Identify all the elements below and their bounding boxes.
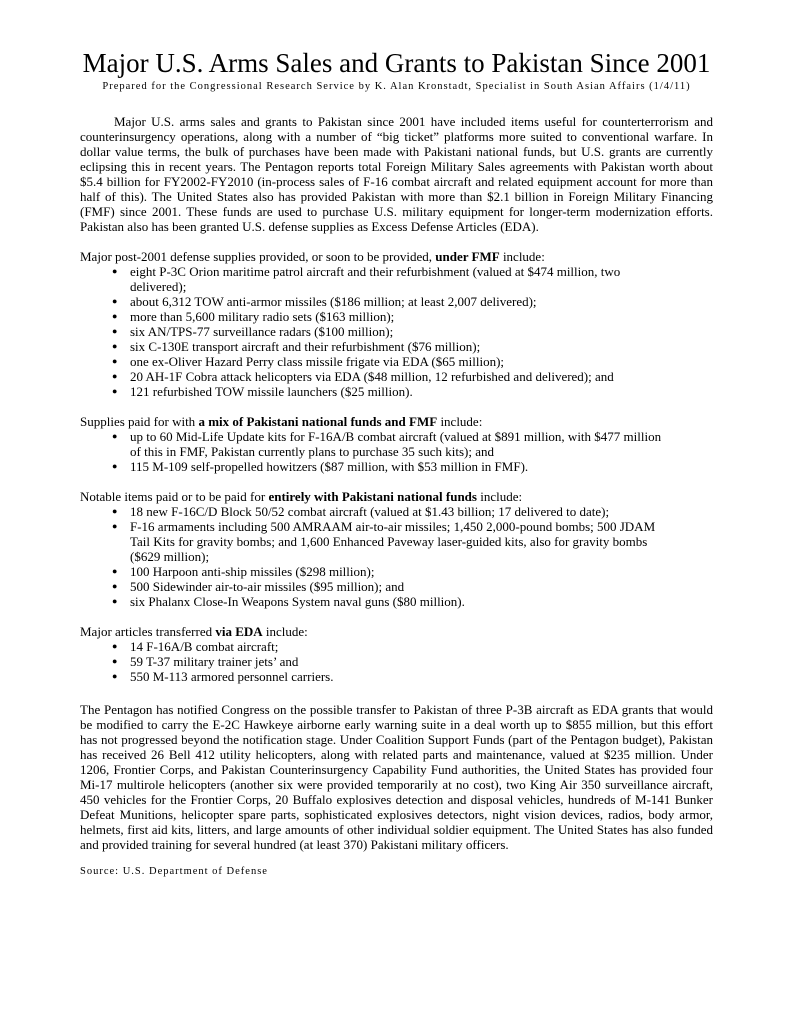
bullet-list bbox=[80, 639, 713, 684]
list-item: ● 59 T-37 military trainer jets’ and bbox=[112, 654, 299, 669]
list-item: ● six AN/TPS-77 surveillance radars ($100 million); bbox=[112, 324, 394, 339]
bullet-icon: ● bbox=[112, 566, 118, 576]
bullet-icon: ● bbox=[112, 341, 118, 351]
list-item: ● eight P-3C Orion maritime patrol aircraft and their refurbishment (valued at $474 million, two delivered); bbox=[112, 264, 621, 294]
bullet-icon: ● bbox=[112, 326, 118, 336]
list-item: ● 500 Sidewinder air-to-air missiles ($95 million); and bbox=[112, 579, 405, 594]
list-item: ● one ex-Oliver Hazard Perry class missile frigate via EDA ($65 million); bbox=[112, 354, 505, 369]
bullet-icon: ● bbox=[112, 461, 118, 471]
section-heading: Major post-2001 defense supplies provided, or soon to be provided, under FMF include: bbox=[80, 249, 545, 264]
document-page bbox=[80, 48, 713, 877]
bullet-icon: ● bbox=[112, 506, 118, 516]
list-item: ● six C-130E transport aircraft and their refurbishment ($76 million); bbox=[112, 339, 481, 354]
closing-paragraph: The Pentagon has notified Congress on the possible transfer to Pakistan of three P-3B aircraft as EDA grants that would be modified to carry the E-2C Hawkeye airborne early warning suite in a deal worth up to $855 million, but this effort has not progressed beyond the notification stage. Under Coalition Support Funds (part of the Pentagon budget), Pakistan has received 26 Bell 412 utility helicopters, along with related parts and maintenance, valued at $235 million. Under 1206, Frontier Corps, and Pakistan Counterinsurgency Capability Fund authorities, the United States has provided four Mi-17 multirole helicopters (another six were provided temporarily at no cost), two King Air 350 surveillance aircraft, 450 vehicles for the Frontier Corps, 20 Buffalo explosives detection and disposal vehicles, hundreds of M-141 Bunker Defeat Munitions, helicopter spare parts, sophisticated explosives detectors, night vision devices, radios, body armor, helmets, first aid kits, litters, and large amounts of other individual soldier equipment. The United States has also funded and provided training for several hundred (at least 370) Pakistani military officers. bbox=[80, 702, 713, 852]
bullet-icon: ● bbox=[112, 641, 118, 651]
bullet-icon: ● bbox=[112, 521, 118, 531]
section-heading: Major articles transferred via EDA include: bbox=[80, 624, 308, 639]
list-item: ● six Phalanx Close-In Weapons System naval guns ($80 million). bbox=[112, 594, 465, 609]
section-national-funds bbox=[80, 489, 713, 609]
section-under-fmf bbox=[80, 249, 713, 399]
bullet-icon: ● bbox=[112, 656, 118, 666]
list-item: ● 550 M-113 armored personnel carriers. bbox=[112, 669, 334, 684]
list-item: ● 121 refurbished TOW missile launchers ($25 million). bbox=[112, 384, 413, 399]
list-item: ● F-16 armaments including 500 AMRAAM air-to-air missiles; 1,450 2,000-pound bombs; 500 JDAM Tail Kits for gravity bombs; and 1,600 Enhanced Paveway laser-guided kits, also for gravity bombs ($629 million); bbox=[112, 519, 656, 564]
bullet-icon: ● bbox=[112, 431, 118, 441]
list-item: ● about 6,312 TOW anti-armor missiles ($186 million; at least 2,007 delivered); bbox=[112, 294, 537, 309]
bullet-icon: ● bbox=[112, 671, 118, 681]
bullet-icon: ● bbox=[112, 581, 118, 591]
list-item: ● 20 AH-1F Cobra attack helicopters via EDA ($48 million, 12 refurbished and delivered); and bbox=[112, 369, 614, 384]
bullet-icon: ● bbox=[112, 266, 118, 276]
list-item: ● 115 M-109 self-propelled howitzers ($87 million, with $53 million in FMF). bbox=[112, 459, 529, 474]
list-item: ● 100 Harpoon anti-ship missiles ($298 million); bbox=[112, 564, 375, 579]
bullet-list bbox=[80, 429, 713, 474]
bullet-icon: ● bbox=[112, 296, 118, 306]
bullet-icon: ● bbox=[112, 311, 118, 321]
section-heading: Supplies paid for with a mix of Pakistani national funds and FMF include: bbox=[80, 414, 483, 429]
bullet-list bbox=[80, 504, 713, 609]
intro-paragraph: Major U.S. arms sales and grants to Pakistan since 2001 have included items useful for counterterrorism and counterinsurgency operations, along with a number of “big ticket” platforms more suited to conventional warfare. In dollar value terms, the bulk of purchases have been made with Pakistani national funds, but U.S. grants are currently eclipsing this in recent years. The Pentagon reports total Foreign Military Sales agreements with Pakistan worth about $5.4 billion for FY2002-FY2010 (in-process sales of F-16 combat aircraft and related equipment account for more than half of this). The United States also has provided Pakistan with more than $2.1 billion in Foreign Military Financing (FMF) since 2001. These funds are used to purchase U.S. military equipment for longer-term modernization efforts. Pakistan also has been granted U.S. defense supplies as Excess Defense Articles (EDA). bbox=[80, 114, 713, 234]
bullet-icon: ● bbox=[112, 356, 118, 366]
list-item: ● up to 60 Mid-Life Update kits for F-16A/B combat aircraft (valued at $891 million, with $477 million of this in FMF, Pakistan currently plans to purchase 35 such kits); and bbox=[112, 429, 662, 459]
bullet-list bbox=[80, 264, 713, 399]
page-subtitle: Prepared for the Congressional Research Service by K. Alan Kronstadt, Specialist in South Asian Affairs (1/4/11) bbox=[102, 81, 691, 92]
list-item: ● more than 5,600 military radio sets ($163 million); bbox=[112, 309, 395, 324]
section-via-eda bbox=[80, 624, 713, 684]
bullet-icon: ● bbox=[112, 596, 118, 606]
bullet-icon: ● bbox=[112, 371, 118, 381]
section-mixed-funds bbox=[80, 414, 713, 474]
bullet-icon: ● bbox=[112, 386, 118, 396]
list-item: ● 14 F-16A/B combat aircraft; bbox=[112, 639, 279, 654]
list-item: ● 18 new F-16C/D Block 50/52 combat aircraft (valued at $1.43 billion; 17 delivered to date); bbox=[112, 504, 610, 519]
section-heading: Notable items paid or to be paid for entirely with Pakistani national funds include: bbox=[80, 489, 523, 504]
page-title: Major U.S. Arms Sales and Grants to Pakistan Since 2001 bbox=[82, 48, 711, 78]
source-note: Source: U.S. Department of Defense bbox=[80, 866, 268, 877]
